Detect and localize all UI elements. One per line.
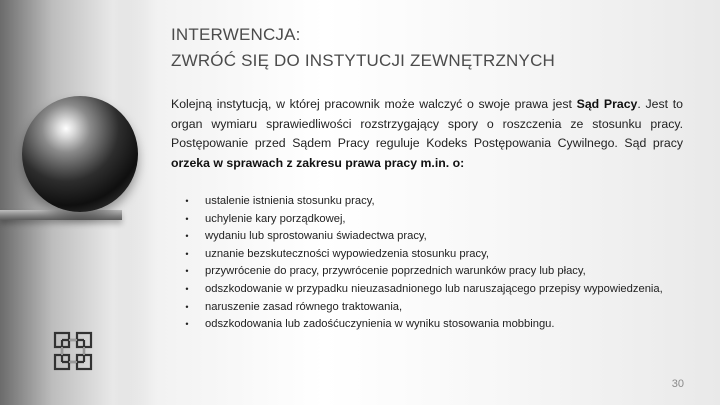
page-number: 30 [671, 378, 684, 390]
bullet-list [183, 193, 663, 334]
intro-text-2: . Jest to organ wymiaru sprawiedliwości rozstrzygający spory o roszczenia ze stosunku pracy. Postępowanie przed Sądem Pracy reguluje Kodeks Postępowania Cywilnego. Sąd pracy [171, 97, 683, 151]
list-item [183, 281, 663, 299]
bullet-icon: • [185, 213, 189, 224]
bullet-icon: • [185, 301, 189, 312]
intro-bold-court: Sąd Pracy [576, 97, 638, 111]
list-item [183, 299, 663, 317]
bullet-icon: • [185, 266, 189, 277]
intro-paragraph [171, 95, 683, 173]
list-item-text: ustalenie istnienia stosunku pracy, [205, 195, 375, 207]
list-item-text: odszkodowania lub zadośćuczynienia w wyniku stosowania mobbingu. [205, 318, 555, 331]
bullet-icon: • [185, 231, 189, 242]
list-item-text: naruszenie zasad równego traktowania, [205, 300, 403, 313]
list-item [183, 263, 663, 281]
list-item-text: przywrócenie do pracy, przywrócenie poprzednich warunków pracy lub płacy, [205, 265, 586, 278]
title-line-1: INTERWENCJA: [171, 25, 301, 44]
slide-title [171, 22, 691, 74]
list-item-text: uznanie bezskuteczności wypowiedzenia stosunku pracy, [205, 247, 489, 260]
list-item [183, 193, 663, 211]
intro-text-1: Kolejną instytucją, w której pracownik może walczyć o swoje prawa jest [171, 97, 577, 111]
list-item-text: odszkodowanie w przypadku nieuzasadnionego lub naruszającego przepisy wypowiedzenia, [205, 282, 663, 295]
knot-logo-icon [52, 330, 94, 372]
bullet-icon: • [185, 283, 189, 294]
bullet-icon: • [185, 248, 189, 259]
list-item-text: uchylenie kary porządkowej, [205, 212, 346, 225]
shelf-graphic [0, 210, 122, 220]
bullet-icon: • [185, 319, 189, 330]
list-item [183, 246, 663, 264]
list-item [183, 211, 663, 229]
intro-bold-scope: orzeka w sprawach z zakresu prawa pracy m.in. o: [171, 155, 465, 170]
title-line-2: ZWRÓĆ SIĘ DO INSTYTUCJI ZEWNĘTRZNYCH [171, 51, 556, 70]
list-item [183, 316, 663, 334]
list-item-text: wydaniu lub sprostowaniu świadectwa pracy, [205, 230, 427, 243]
metal-sphere-image [22, 96, 138, 212]
bullet-icon: • [185, 196, 189, 206]
list-item [183, 228, 663, 246]
